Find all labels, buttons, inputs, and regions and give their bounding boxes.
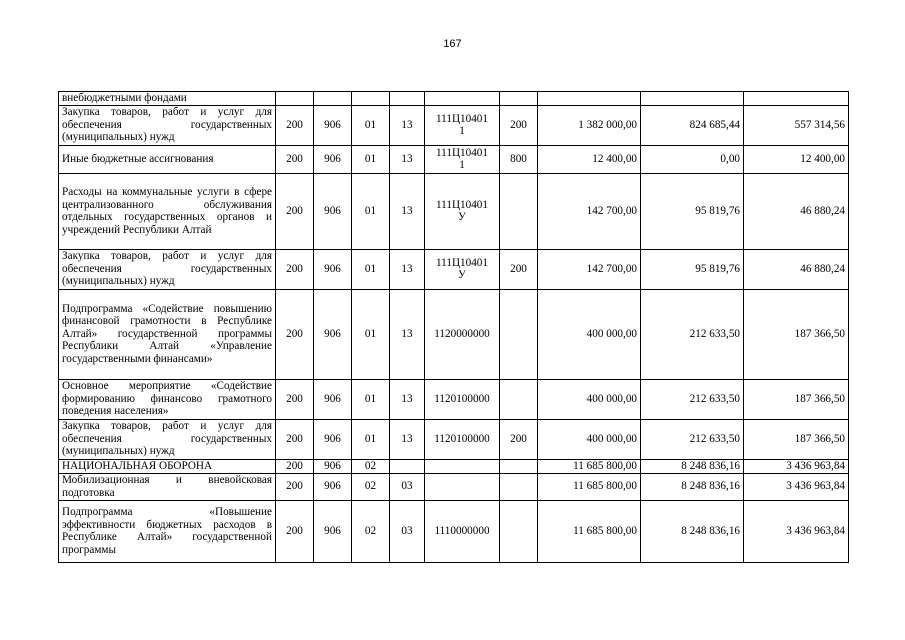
table-row xyxy=(59,289,849,379)
admin-code: 200 xyxy=(276,105,314,145)
executed-amount: 95 819,76 xyxy=(641,173,744,249)
admin-code: 200 xyxy=(276,249,314,289)
planned-amount: 11 685 800,00 xyxy=(538,500,641,562)
remaining-amount: 46 880,24 xyxy=(744,249,849,289)
section-code: 02 xyxy=(352,473,390,500)
table-row xyxy=(59,419,849,459)
remaining-amount: 3 436 963,84 xyxy=(744,500,849,562)
target-article-code: 1120100000 xyxy=(425,419,500,459)
planned-amount: 400 000,00 xyxy=(538,379,641,419)
page-number: 167 xyxy=(443,38,462,50)
section-code: 01 xyxy=(352,249,390,289)
planned-amount xyxy=(538,92,641,106)
admin-code: 200 xyxy=(276,419,314,459)
table-row xyxy=(59,379,849,419)
subsection-code xyxy=(390,459,425,473)
executed-amount xyxy=(641,92,744,106)
department-code: 906 xyxy=(314,473,352,500)
table-row xyxy=(59,92,849,106)
target-article-code xyxy=(425,92,500,106)
subsection-code: 03 xyxy=(390,500,425,562)
remaining-amount: 187 366,50 xyxy=(744,289,849,379)
row-name: НАЦИОНАЛЬНАЯ ОБОРОНА xyxy=(59,459,276,473)
department-code: 906 xyxy=(314,289,352,379)
table-row xyxy=(59,105,849,145)
admin-code: 200 xyxy=(276,289,314,379)
subsection-code: 13 xyxy=(390,173,425,249)
department-code xyxy=(314,92,352,106)
remaining-amount: 12 400,00 xyxy=(744,145,849,173)
target-article-code xyxy=(425,459,500,473)
executed-amount: 212 633,50 xyxy=(641,289,744,379)
admin-code: 200 xyxy=(276,173,314,249)
table-row xyxy=(59,145,849,173)
expense-type-code xyxy=(500,379,538,419)
planned-amount: 11 685 800,00 xyxy=(538,459,641,473)
department-code: 906 xyxy=(314,145,352,173)
planned-amount: 11 685 800,00 xyxy=(538,473,641,500)
row-name: Закупка товаров, работ и услуг для обеспечения государственных (муниципальных) нужд xyxy=(59,419,276,459)
table-row xyxy=(59,173,849,249)
planned-amount: 400 000,00 xyxy=(538,419,641,459)
subsection-code: 13 xyxy=(390,105,425,145)
target-article-code: 1120000000 xyxy=(425,289,500,379)
department-code: 906 xyxy=(314,173,352,249)
subsection-code: 13 xyxy=(390,419,425,459)
target-article-code: 111Ц10401 1 xyxy=(425,145,500,173)
admin-code: 200 xyxy=(276,500,314,562)
budget-table xyxy=(58,91,849,563)
table-row xyxy=(59,500,849,562)
section-code: 02 xyxy=(352,500,390,562)
target-article-code: 1120100000 xyxy=(425,379,500,419)
planned-amount: 1 382 000,00 xyxy=(538,105,641,145)
row-name: Подпрограмма «Повышение эффективности бюджетных расходов в Республике Алтай» государственной программы xyxy=(59,500,276,562)
target-article-code: 1110000000 xyxy=(425,500,500,562)
section-code: 01 xyxy=(352,173,390,249)
department-code: 906 xyxy=(314,249,352,289)
subsection-code: 13 xyxy=(390,249,425,289)
executed-amount: 8 248 836,16 xyxy=(641,473,744,500)
subsection-code xyxy=(390,92,425,106)
row-name: внебюджетными фондами xyxy=(59,92,276,106)
expense-type-code xyxy=(500,173,538,249)
subsection-code: 03 xyxy=(390,473,425,500)
executed-amount: 95 819,76 xyxy=(641,249,744,289)
target-article-code xyxy=(425,473,500,500)
section-code: 01 xyxy=(352,145,390,173)
remaining-amount: 3 436 963,84 xyxy=(744,459,849,473)
planned-amount: 142 700,00 xyxy=(538,173,641,249)
executed-amount: 0,00 xyxy=(641,145,744,173)
admin-code: 200 xyxy=(276,145,314,173)
subsection-code: 13 xyxy=(390,379,425,419)
remaining-amount: 46 880,24 xyxy=(744,173,849,249)
executed-amount: 212 633,50 xyxy=(641,379,744,419)
target-article-code: 111Ц10401 У xyxy=(425,249,500,289)
remaining-amount xyxy=(744,92,849,106)
executed-amount: 8 248 836,16 xyxy=(641,459,744,473)
executed-amount: 212 633,50 xyxy=(641,419,744,459)
row-name: Мобилизационная и вневойсковая подготовка xyxy=(59,473,276,500)
admin-code: 200 xyxy=(276,459,314,473)
remaining-amount: 3 436 963,84 xyxy=(744,473,849,500)
row-name: Расходы на коммунальные услуги в сфере централизованного обслуживания отдельных государственных органов и учреждений Республики Алтай xyxy=(59,173,276,249)
department-code: 906 xyxy=(314,419,352,459)
row-name: Иные бюджетные ассигнования xyxy=(59,145,276,173)
admin-code xyxy=(276,92,314,106)
section-code: 02 xyxy=(352,459,390,473)
admin-code: 200 xyxy=(276,379,314,419)
expense-type-code xyxy=(500,289,538,379)
admin-code: 200 xyxy=(276,473,314,500)
planned-amount: 142 700,00 xyxy=(538,249,641,289)
department-code: 906 xyxy=(314,459,352,473)
expense-type-code xyxy=(500,500,538,562)
remaining-amount: 187 366,50 xyxy=(744,419,849,459)
expense-type-code xyxy=(500,473,538,500)
expense-type-code: 800 xyxy=(500,145,538,173)
executed-amount: 8 248 836,16 xyxy=(641,500,744,562)
department-code: 906 xyxy=(314,105,352,145)
row-name: Основное мероприятие «Содействие формированию финансово грамотного поведения населения» xyxy=(59,379,276,419)
section-code: 01 xyxy=(352,379,390,419)
expense-type-code: 200 xyxy=(500,249,538,289)
section-code: 01 xyxy=(352,105,390,145)
expense-type-code: 200 xyxy=(500,419,538,459)
executed-amount: 824 685,44 xyxy=(641,105,744,145)
expense-type-code: 200 xyxy=(500,105,538,145)
row-name: Закупка товаров, работ и услуг для обеспечения государственных (муниципальных) нужд xyxy=(59,105,276,145)
target-article-code: 111Ц10401 1 xyxy=(425,105,500,145)
table-row xyxy=(59,249,849,289)
department-code: 906 xyxy=(314,500,352,562)
remaining-amount: 187 366,50 xyxy=(744,379,849,419)
budget-table-body xyxy=(59,92,849,563)
section-code: 01 xyxy=(352,289,390,379)
remaining-amount: 557 314,56 xyxy=(744,105,849,145)
target-article-code: 111Ц10401 У xyxy=(425,173,500,249)
subsection-code: 13 xyxy=(390,289,425,379)
subsection-code: 13 xyxy=(390,145,425,173)
expense-type-code xyxy=(500,459,538,473)
section-code xyxy=(352,92,390,106)
department-code: 906 xyxy=(314,379,352,419)
expense-type-code xyxy=(500,92,538,106)
planned-amount: 12 400,00 xyxy=(538,145,641,173)
section-code: 01 xyxy=(352,419,390,459)
table-row xyxy=(59,473,849,500)
table-row xyxy=(59,459,849,473)
planned-amount: 400 000,00 xyxy=(538,289,641,379)
row-name: Закупка товаров, работ и услуг для обеспечения государственных (муниципальных) нужд xyxy=(59,249,276,289)
row-name: Подпрограмма «Содействие повышению финансовой грамотности в Республике Алтай» государственной программы Республики Алтай «Управление государственными финансами» xyxy=(59,289,276,379)
